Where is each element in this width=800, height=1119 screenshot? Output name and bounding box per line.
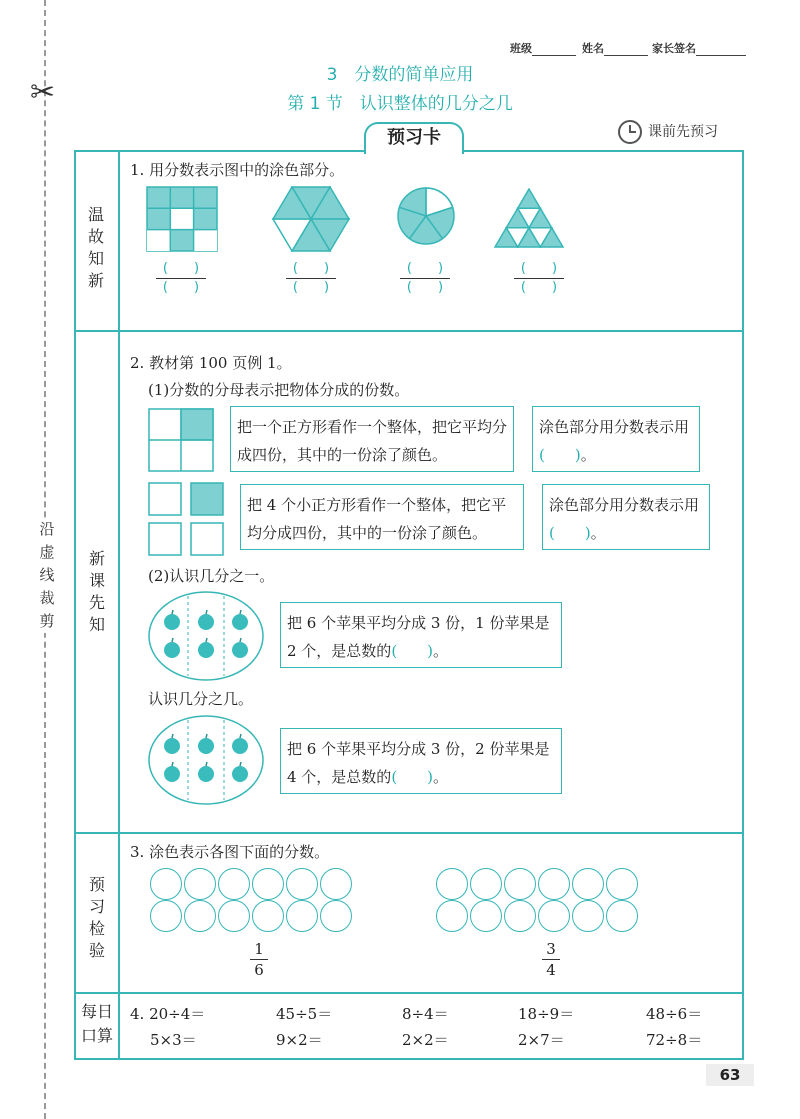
calc-item: 2×7＝ xyxy=(518,1031,565,1049)
parent-signature-label: 家长签名 xyxy=(652,42,696,55)
q3-circle[interactable] xyxy=(504,900,536,932)
section-divider xyxy=(74,992,744,994)
q1-triangle-figure xyxy=(494,188,564,248)
q1-answer-1[interactable]: ( ) ( ) xyxy=(154,261,208,296)
name-label: 姓名 xyxy=(582,42,604,55)
calc-item: 4. 20÷4＝ xyxy=(130,1005,206,1023)
class-label: 班级 xyxy=(510,42,532,55)
q2-box-1: 把一个正方形看作一个整体，把它平均分成四份，其中的一份涂了颜色。 xyxy=(230,406,514,472)
q3-circle[interactable] xyxy=(184,900,216,932)
q3-circle[interactable] xyxy=(150,868,182,900)
q2-blank-3[interactable]: ( ) xyxy=(391,642,434,660)
q3-circle[interactable] xyxy=(286,868,318,900)
q3-circle[interactable] xyxy=(252,900,284,932)
calc-item: 5×3＝ xyxy=(150,1031,197,1049)
q3-fraction-2: 3 4 xyxy=(536,940,566,979)
q2-part1: (1)分数的分母表示把物体分成的份数。 xyxy=(148,381,410,399)
scissors-icon: ✂ xyxy=(30,75,56,110)
q1-text: 1. 用分数表示图中的涂色部分。 xyxy=(130,161,345,179)
q3-text: 3. 涂色表示各图下面的分数。 xyxy=(130,843,330,861)
q3-circle[interactable] xyxy=(218,868,250,900)
section-review-label: 温故知新 xyxy=(88,205,105,290)
column-divider xyxy=(118,150,120,1060)
q2-blank-1[interactable]: ( ) xyxy=(539,446,581,464)
q3-circle[interactable] xyxy=(184,868,216,900)
section-daily-label: 每日口算 xyxy=(80,1002,113,1045)
q2-part2: (2)认识几分之一。 xyxy=(148,567,275,585)
q2-apples-figure-2 xyxy=(146,714,266,806)
q2-square-figure xyxy=(148,408,214,472)
q1-hexagon-figure xyxy=(272,186,350,252)
chapter-title: 3 分数的简单应用 xyxy=(326,65,474,85)
q3-circle[interactable] xyxy=(538,900,570,932)
q3-circle[interactable] xyxy=(320,900,352,932)
name-field[interactable] xyxy=(582,40,648,56)
preview-tag xyxy=(618,120,718,144)
calc-item: 8÷4＝ xyxy=(402,1005,449,1023)
calc-item: 18÷9＝ xyxy=(518,1005,575,1023)
q2-small-squares-figure xyxy=(148,482,224,556)
calc-item: 2×2＝ xyxy=(402,1031,449,1049)
q3-circle[interactable] xyxy=(320,868,352,900)
q1-answer-3[interactable]: ( ) ( ) xyxy=(398,261,452,296)
cut-instruction: 沿虚线裁剪 xyxy=(36,518,58,633)
q3-circle[interactable] xyxy=(606,900,638,932)
q3-circle[interactable] xyxy=(504,868,536,900)
q3-circle[interactable] xyxy=(286,900,318,932)
q2-text: 2. 教材第 100 页例 1。 xyxy=(130,354,292,372)
q3-circle[interactable] xyxy=(538,868,570,900)
clock-icon xyxy=(618,120,642,144)
q3-circle[interactable] xyxy=(436,900,468,932)
q3-circle[interactable] xyxy=(252,868,284,900)
q3-circle[interactable] xyxy=(572,868,604,900)
parent-signature-field[interactable] xyxy=(652,40,746,56)
calc-item: 9×2＝ xyxy=(276,1031,323,1049)
q1-circle-figure xyxy=(396,186,456,246)
q1-grid-figure xyxy=(146,186,218,252)
calc-item: 72÷8＝ xyxy=(646,1031,703,1049)
preview-tag-label: 课前先预习 xyxy=(648,124,718,140)
q3-circle[interactable] xyxy=(436,868,468,900)
q2-box-3: 把 4 个小正方形看作一个整体，把它平均分成四份，其中的一份涂了颜色。 xyxy=(240,484,524,550)
q3-circle[interactable] xyxy=(470,868,502,900)
q3-circle[interactable] xyxy=(572,900,604,932)
q2-box-6: 把 6 个苹果平均分成 3 份，2 份苹果是 4 个，是总数的( )。 xyxy=(280,728,562,794)
q2-box-2: 涂色部分用分数表示用( )。 xyxy=(532,406,700,472)
section-divider xyxy=(74,832,744,834)
q3-circle[interactable] xyxy=(218,900,250,932)
calc-item: 48÷6＝ xyxy=(646,1005,703,1023)
q2-apples-figure-1 xyxy=(146,590,266,682)
q2-box-5: 把 6 个苹果平均分成 3 份，1 份苹果是 2 个，是总数的( )。 xyxy=(280,602,562,668)
q3-circle[interactable] xyxy=(150,900,182,932)
q2-blank-4[interactable]: ( ) xyxy=(391,768,434,786)
q1-answer-2[interactable]: ( ) ( ) xyxy=(284,261,338,296)
class-field[interactable] xyxy=(510,40,576,56)
q3-fraction-1: 1 6 xyxy=(244,940,274,979)
section-new-label: 新课先知 xyxy=(89,549,106,634)
q1-answer-4[interactable]: ( ) ( ) xyxy=(512,261,566,296)
calc-item: 45÷5＝ xyxy=(276,1005,333,1023)
section-check-label: 预习检验 xyxy=(89,875,106,960)
page-number: 63 xyxy=(706,1064,754,1086)
q3-circle[interactable] xyxy=(470,900,502,932)
card-title: 预习卡 xyxy=(364,122,464,154)
q3-circle[interactable] xyxy=(606,868,638,900)
lesson-title: 第 1 节 认识整体的几分之几 xyxy=(287,94,513,114)
q2-box-4: 涂色部分用分数表示用( )。 xyxy=(542,484,710,550)
q2-blank-2[interactable]: ( ) xyxy=(549,524,591,542)
section-divider xyxy=(74,330,744,332)
q2-part3: 认识几分之几。 xyxy=(148,690,254,708)
